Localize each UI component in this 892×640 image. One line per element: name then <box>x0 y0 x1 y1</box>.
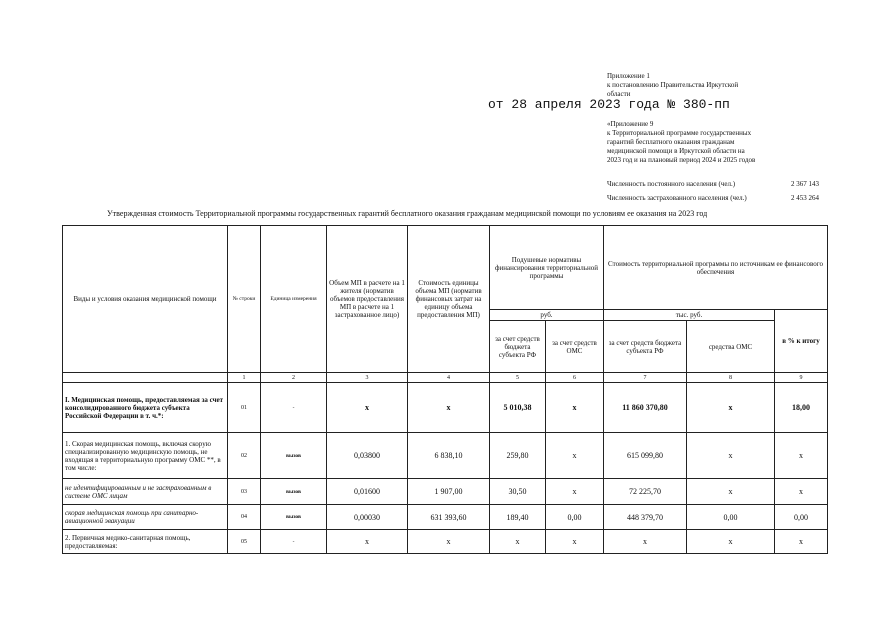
table-row <box>63 433 828 479</box>
row-unit: - <box>261 383 327 433</box>
column-number <box>63 373 228 383</box>
row-volume: 0,01600 <box>327 479 408 505</box>
column-number: 6 <box>546 373 604 383</box>
row-unit: вызов <box>261 479 327 505</box>
appendix-9-heading <box>607 120 755 165</box>
header-thous-rub: тыс. руб. <box>604 310 775 321</box>
row-number: 01 <box>228 383 261 433</box>
row-number: 05 <box>228 530 261 554</box>
row-cost-oms: x <box>687 479 775 505</box>
row-unit-cost: 631 393,60 <box>408 505 490 530</box>
row-pct-total: 0,00 <box>775 505 828 530</box>
appendix-9-line: «Приложение 9 <box>607 120 654 128</box>
table-row <box>63 383 828 433</box>
row-unit-cost: 1 907,00 <box>408 479 490 505</box>
row-volume: x <box>327 530 408 554</box>
table-title: Утвержденная стоимость Территориальной программы государственных гарантий бесплатного оказания гражданам медицинской помощи по условиям ее оказания на 2023 год <box>107 209 708 218</box>
row-name: скорая медицинская помощь при санитарно-авиационной эвакуации <box>63 505 228 530</box>
row-cost-oms: 0,00 <box>687 505 775 530</box>
row-per-capita-budget: 5 010,38 <box>490 383 546 433</box>
row-number: 03 <box>228 479 261 505</box>
row-cost-budget: 615 099,80 <box>604 433 687 479</box>
appendix-1-line: области <box>607 90 631 98</box>
appendix-9-line: к Территориальной программе государственных <box>607 129 752 137</box>
row-per-capita-budget: 30,50 <box>490 479 546 505</box>
appendix-1-heading <box>607 72 738 99</box>
row-unit-cost: x <box>408 530 490 554</box>
header-oms-short: за счет средств ОМС <box>546 321 604 373</box>
column-number: 2 <box>261 373 327 383</box>
table-row <box>63 530 828 554</box>
header-budget-rf: за счет средств бюджета субъекта РФ <box>490 321 546 373</box>
row-per-capita-budget: 189,40 <box>490 505 546 530</box>
permanent-population-label: Численность постоянного населения (чел.) <box>607 180 736 188</box>
insured-population-label: Численность застрахованного населения (чел.) <box>607 194 747 202</box>
insured-population-value: 2 453 264 <box>791 194 819 202</box>
appendix-1-line: к постановлению Правительства Иркутской <box>607 81 739 89</box>
row-cost-oms: x <box>687 433 775 479</box>
row-name: 2. Первичная медико-санитарная помощь, предоставляемая: <box>63 530 228 554</box>
column-number: 4 <box>408 373 490 383</box>
row-name: не идентифицированным и не застрахованным в системе ОМС лицам <box>63 479 228 505</box>
header-unit: Единица измерения <box>261 226 327 373</box>
appendix-9-line: гарантий бесплатного оказания гражданам <box>607 138 735 146</box>
row-volume: 0,03800 <box>327 433 408 479</box>
row-per-capita-budget: 259,80 <box>490 433 546 479</box>
row-per-capita-oms: x <box>546 479 604 505</box>
column-numbers-row <box>63 373 828 383</box>
row-volume: 0,00030 <box>327 505 408 530</box>
row-per-capita-oms: 0,00 <box>546 505 604 530</box>
row-unit-cost: x <box>408 383 490 433</box>
header-volume: Объем МП в расчете на 1 жителя (норматив объемов предоставления МП в расчете на 1 застрахованное лицо) <box>327 226 408 373</box>
row-per-capita-oms: x <box>546 530 604 554</box>
header-row-number: № строки <box>228 226 261 373</box>
row-volume: x <box>327 383 408 433</box>
row-unit: - <box>261 530 327 554</box>
header-unit-cost: Стоимость единицы объема МП (норматив финансовых затрат на единицу объема предоставления МП) <box>408 226 490 373</box>
header-rub: руб. <box>490 310 604 321</box>
header-types: Виды и условия оказания медицинской помощи <box>63 226 228 373</box>
column-number: 1 <box>228 373 261 383</box>
column-number: 5 <box>490 373 546 383</box>
column-number: 9 <box>775 373 828 383</box>
row-per-capita-budget: x <box>490 530 546 554</box>
header-budget-rf-long: за счет средств бюджета субъекта РФ <box>604 321 687 373</box>
appendix-9-line: 2023 год и на плановый период 2024 и 2025 годов <box>607 156 756 164</box>
row-name: 1. Скорая медицинская помощь, включая скорую специализированную медицинскую помощь, не входящая в территориальную программу ОМС **, в том числе: <box>63 433 228 479</box>
table-row <box>63 505 828 530</box>
table-row <box>63 479 828 505</box>
row-per-capita-oms: x <box>546 383 604 433</box>
row-unit: вызов <box>261 433 327 479</box>
header-cost-sources: Стоимость территориальной программы по источникам ее финансового обеспечения <box>604 226 828 310</box>
row-pct-total: x <box>775 433 828 479</box>
header-oms: средства ОМС <box>687 321 775 373</box>
row-unit-cost: 6 838,10 <box>408 433 490 479</box>
row-cost-budget: x <box>604 530 687 554</box>
row-cost-budget: 72 225,70 <box>604 479 687 505</box>
permanent-population-value: 2 367 143 <box>791 180 819 188</box>
row-name: I. Медицинская помощь, предоставляемая за счет консолидированного бюджета субъекта Российской Федерации в т. ч.*: <box>63 383 228 433</box>
header-pct-total: в % к итогу <box>775 310 828 373</box>
row-number: 02 <box>228 433 261 479</box>
column-number: 8 <box>687 373 775 383</box>
decree-date-number: от 28 апреля 2023 года № 380-пп <box>488 97 730 112</box>
row-cost-budget: 448 379,70 <box>604 505 687 530</box>
appendix-9-line: медицинской помощи в Иркутской области на <box>607 147 745 155</box>
row-cost-oms: x <box>687 383 775 433</box>
row-cost-budget: 11 860 370,80 <box>604 383 687 433</box>
row-cost-oms: x <box>687 530 775 554</box>
row-pct-total: x <box>775 479 828 505</box>
appendix-1-line: Приложение 1 <box>607 72 650 80</box>
row-number: 04 <box>228 505 261 530</box>
row-pct-total: 18,00 <box>775 383 828 433</box>
population-info <box>607 180 819 203</box>
row-pct-total: x <box>775 530 828 554</box>
column-number: 3 <box>327 373 408 383</box>
header-per-capita: Подушевые нормативы финансирования территориальной программы <box>490 226 604 310</box>
program-cost-table <box>62 225 828 554</box>
row-unit: вызов <box>261 505 327 530</box>
column-number: 7 <box>604 373 687 383</box>
row-per-capita-oms: x <box>546 433 604 479</box>
